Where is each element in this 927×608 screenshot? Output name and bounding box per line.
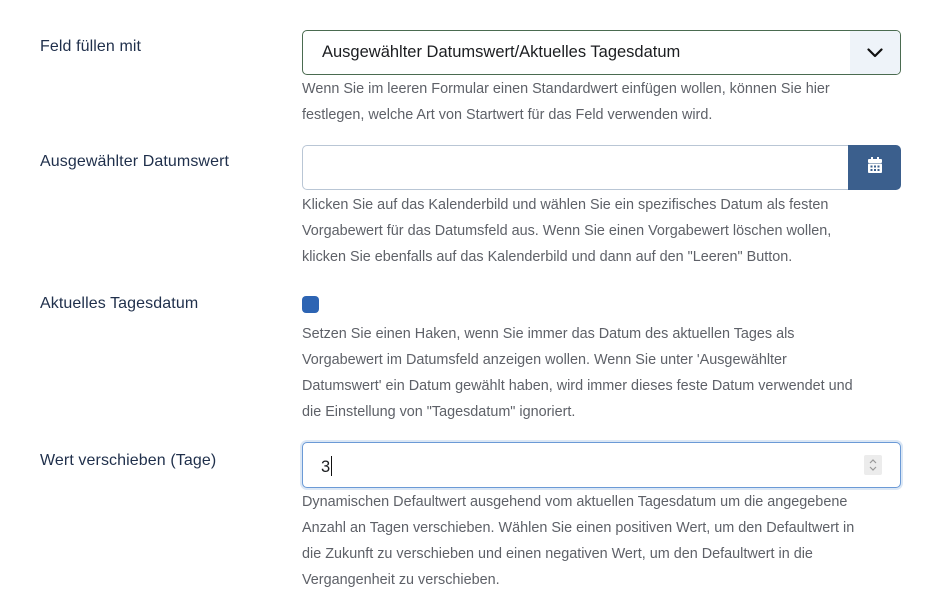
chevron-down-icon[interactable] — [850, 31, 900, 74]
spinner-arrows-icon — [868, 457, 878, 473]
description-line: Wenn Sie im leeren Formular einen Standardwert einfügen wollen, können Sie hier — [302, 81, 830, 97]
shift-days-label: Wert verschieben (Tage) — [40, 452, 217, 469]
fill-with-label: Feld füllen mit — [40, 38, 142, 55]
description-line: Datumswert' ein Datum gewählt haben, wird immer dieses feste Datum verwendet und — [302, 378, 853, 394]
selected-date-description — [302, 192, 902, 270]
fill-with-description — [302, 76, 902, 128]
shift-days-description — [302, 489, 902, 593]
selected-date-input[interactable] — [302, 145, 848, 190]
calendar-button[interactable] — [848, 145, 901, 190]
fill-with-select[interactable] — [302, 30, 901, 75]
description-line: Anzahl an Tagen verschieben. Wählen Sie einen positiven Wert, um den Defaultwert in — [302, 520, 855, 536]
description-line: Dynamischen Defaultwert ausgehend vom aktuellen Tagesdatum um die angegebene — [302, 494, 848, 510]
fill-with-select-value: Ausgewählter Datumswert/Aktuelles Tagesdatum — [322, 43, 681, 61]
description-line: Klicken Sie auf das Kalenderbild und wählen Sie ein spezifisches Datum als festen — [302, 197, 829, 213]
shift-days-input[interactable] — [302, 442, 901, 488]
description-line: Setzen Sie einen Haken, wenn Sie immer das Datum des aktuellen Tages als — [302, 326, 795, 342]
shift-days-value: 3 — [321, 458, 331, 476]
current-date-checkbox[interactable] — [302, 296, 319, 313]
number-spinner[interactable] — [864, 455, 882, 475]
current-date-label: Aktuelles Tagesdatum — [40, 295, 199, 312]
description-line: die Einstellung von "Tagesdatum" ignoriert. — [302, 404, 576, 420]
calendar-icon — [868, 157, 882, 178]
current-date-description — [302, 321, 902, 425]
description-line: Vorgabewert für das Datumsfeld aus. Wenn Sie einen Vorgabewert löschen wollen, — [302, 223, 832, 239]
fill-with-row — [0, 0, 927, 130]
description-line: Vorgabewert im Datumsfeld anzeigen wollen. Wenn Sie unter 'Ausgewählter — [302, 352, 787, 368]
description-line: die Zukunft zu verschieben und einen negativen Wert, um den Defaultwert in die — [302, 546, 813, 562]
description-line: festlegen, welche Art von Startwert für das Feld verwenden wird. — [302, 107, 713, 123]
description-line: Vergangenheit zu verschieben. — [302, 572, 500, 588]
description-line: klicken Sie ebenfalls auf das Kalenderbild und dann auf den "Leeren" Button. — [302, 249, 793, 265]
text-caret — [331, 456, 332, 476]
selected-date-label: Ausgewählter Datumswert — [40, 153, 230, 170]
